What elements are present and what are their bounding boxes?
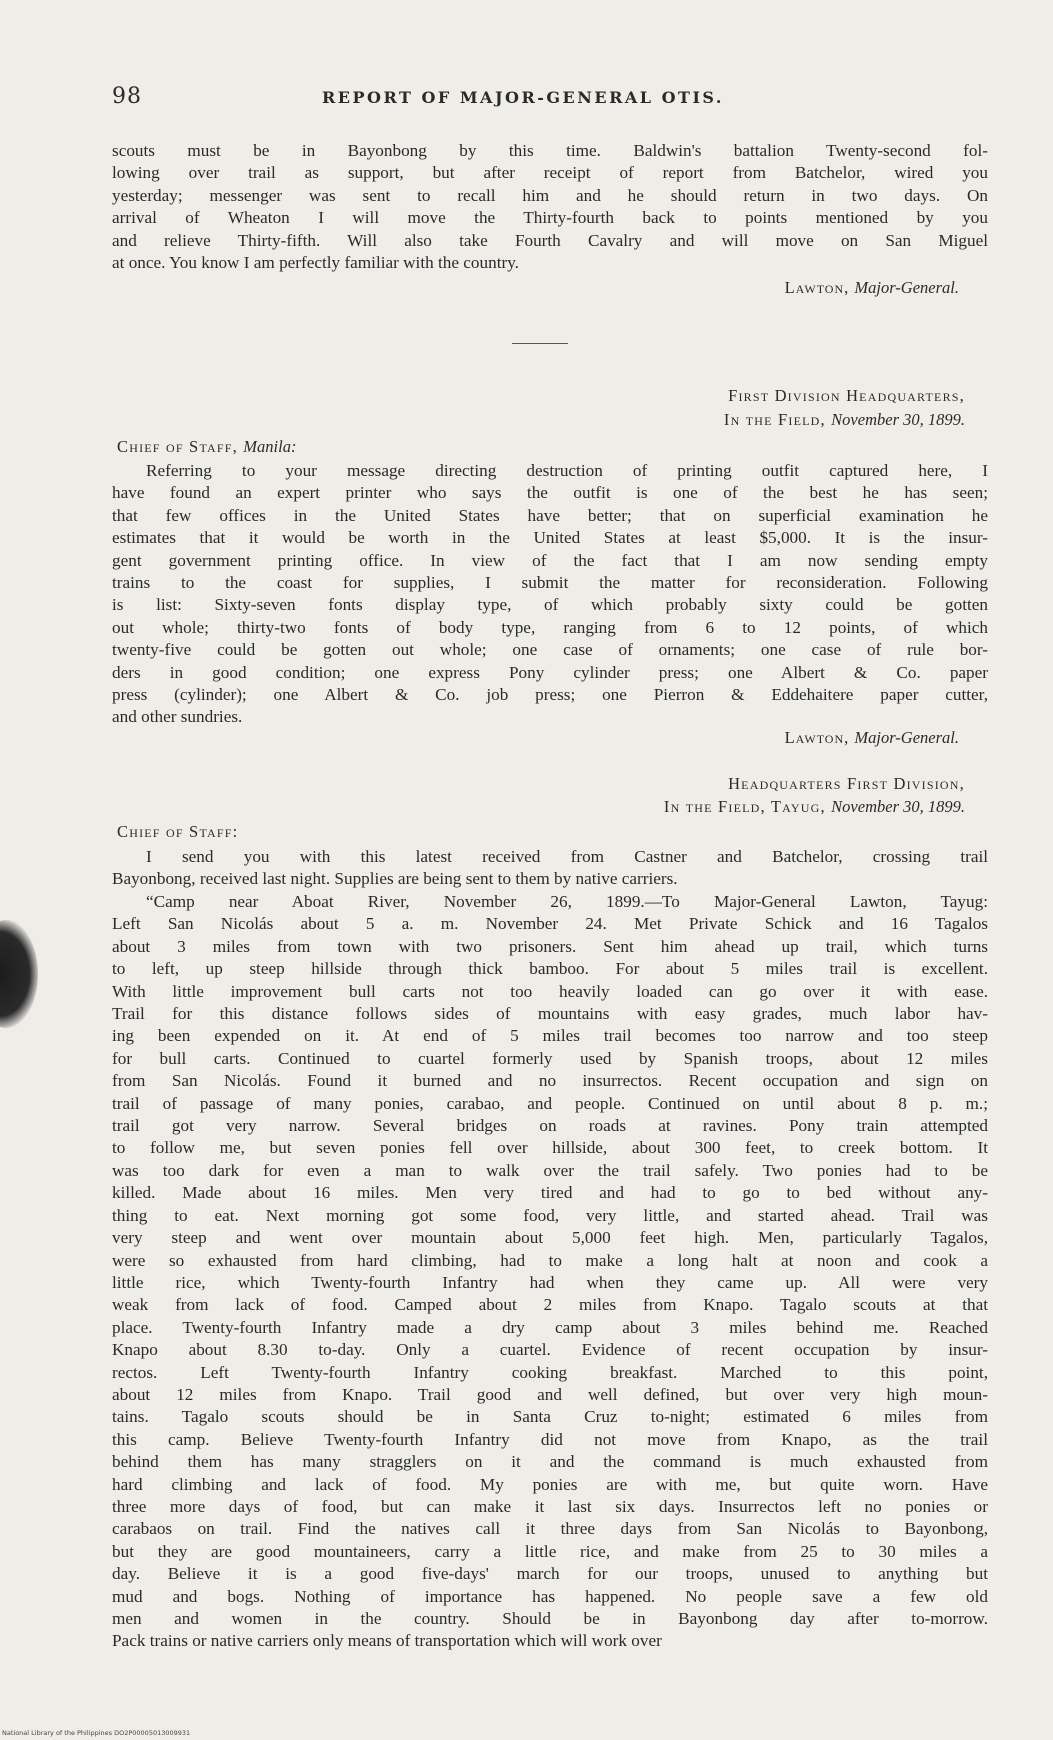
text-line: and relieve Thirty-fifth. Will also take Fourth Cavalry and will move on San Miguel [112, 230, 988, 250]
text-line: from San Nicolás. Found it burned and no insurrectos. Recent occupation and sign on [112, 1071, 988, 1091]
text-line: scouts must be in Bayonbong by this time. Baldwin's battalion Twenty-second fol- [112, 141, 988, 160]
text-line: Referring to your message directing destruction of printing outfit captured here, I [146, 461, 988, 480]
text-line: yesterday; messenger was sent to recall him and he should return in two days. On [112, 185, 988, 205]
text-line: tains. Tagalo scouts should be in Santa Cruz to-night; estimated 6 miles from [112, 1407, 988, 1427]
page-header [112, 84, 993, 114]
text-line: that few offices in the United States have better; that on superficial examination he [112, 505, 988, 525]
dateline-place: In the Field, Tayug, [663, 797, 826, 816]
text-line: With little improvement bull carts not too heavily loaded can go over it with ease. [112, 981, 988, 1001]
dateline-date: November 30, 1899. [831, 410, 965, 429]
text-line: lowing over trail as support, but after receipt of report from Batchelor, wired you [112, 163, 988, 183]
text-line: Pack trains or native carriers only means of transportation which will work over [112, 1631, 662, 1651]
text-line: this camp. Believe Twenty-fourth Infantry did not move from Knapo, as the trail [112, 1429, 988, 1449]
text-line: little rice, which Twenty-fourth Infantry had when they came up. All were very [112, 1272, 988, 1292]
text-line: day. Believe it is a good five-days' march for our troops, unused to anything but [112, 1564, 988, 1584]
text-line: but they are good mountaineers, carry a little rice, and make from 25 to 30 miles a [112, 1541, 988, 1561]
text-line: very steep and went over mountain about 5,000 feet high. Men, particularly Tagalos, [112, 1228, 988, 1248]
printing-outfit-telegram-text [112, 460, 988, 729]
text-line: about 3 miles from town with two prisoners. Sent him ahead up trail, which turns [112, 936, 988, 956]
text-line: killed. Made about 16 miles. Men very tired and had to go to bed without any- [112, 1183, 988, 1203]
text-line: to left, up steep hillside through thick bamboo. For about 5 miles trail is excellent. [112, 959, 988, 979]
dateline-date: November 30, 1899. [831, 797, 965, 816]
dateline-line1: Headquarters First Division, [728, 774, 965, 793]
text-line: place. Twenty-fourth Infantry made a dry camp about 3 miles behind me. Reached [112, 1317, 988, 1337]
section-divider [512, 343, 568, 344]
text-line: weak from lack of food. Camped about 2 miles from Knapo. Tagalo scouts at that [112, 1295, 988, 1315]
signature-name: Lawton, [784, 728, 850, 747]
text-line: I send you with this latest received from Castner and Batchelor, crossing trail [146, 847, 988, 866]
text-line: trail of passage of many ponies, carabao, and people. Continued on until about 8 p. m.; [112, 1093, 988, 1113]
text-line: behind them has many stragglers on it and the command is much exhausted from [112, 1452, 988, 1472]
text-line: arrival of Wheaton I will move the Thirty-fourth back to points mentioned by you [112, 208, 988, 228]
addressee-name: Chief of Staff: [117, 822, 239, 841]
text-line: press (cylinder); one Albert & Co. job press; one Pierron & Eddehaitere paper cutter, [112, 685, 988, 705]
text-line: estimates that it would be worth in the United States at least $5,000. It is the insur- [112, 528, 988, 548]
text-line: twenty-five could be gotten out whole; one case of ornaments; one case of rule bor- [112, 640, 988, 660]
text-line: have found an expert printer who says the outfit is one of the best he has seen; [112, 483, 988, 503]
addressee [117, 822, 238, 842]
text-line: Knapo about 8.30 to-day. Only a cuartel. Evidence of recent occupation by insur- [112, 1340, 988, 1360]
text-line: Left San Nicolás about 5 a. m. November 24. Met Private Schick and 16 Tagalos [112, 914, 988, 934]
signature-title: Major-General. [854, 278, 959, 297]
dateline-place: In the Field, [723, 410, 826, 429]
text-line: for bull carts. Continued to cuartel formerly used by Spanish troops, about 12 miles [112, 1048, 988, 1068]
text-line: were so exhausted from hard climbing, had to make a long halt at noon and cook a [112, 1250, 988, 1270]
addressee-place: Manila: [243, 437, 297, 456]
scan-thumb-shadow [0, 920, 38, 1028]
running-head: REPORT OF MAJOR-GENERAL OTIS. [322, 88, 724, 107]
signature-lawton-2 [785, 728, 959, 748]
dateline-line1: First Division Headquarters, [728, 386, 965, 405]
text-line: and other sundries. [112, 707, 243, 727]
text-line: is list: Sixty-seven fonts display type, of which probably sixty could be gotten [112, 595, 988, 615]
text-line: carabaos on trail. Find the natives call it three days from San Nicolás to Bayonbong, [112, 1519, 988, 1539]
text-line: ing been expended on it. At end of 5 miles trail becomes too narrow and too steep [112, 1026, 988, 1046]
dateline-line2 [724, 410, 965, 430]
signature-name: Lawton, [784, 278, 850, 297]
text-line: was too dark for even a man to walk over the trail safely. Two ponies had to be [112, 1160, 988, 1180]
text-line: Bayonbong, received last night. Supplies are being sent to them by native carriers. [112, 869, 678, 889]
text-line: “Camp near Aboat River, November 26, 1899.—To Major-General Lawton, Tayug: [146, 892, 988, 911]
text-line: hard climbing and lack of food. My ponies are with me, but quite worn. Have [112, 1474, 988, 1494]
text-line: thing to eat. Next morning got some food, very little, and started ahead. Trail was [112, 1205, 988, 1225]
text-line: Trail for this distance follows sides of mountains with easy grades, much labor hav- [112, 1004, 988, 1024]
page-number: 98 [112, 84, 142, 109]
text-line: ders in good condition; one express Pony cylinder press; one Albert & Co. paper [112, 662, 988, 682]
text-line: mud and bogs. Nothing of importance has happened. No people save a few old [112, 1586, 988, 1606]
text-line: at once. You know I am perfectly familiar with the country. [112, 253, 519, 273]
signature-lawton-1 [785, 278, 959, 298]
signature-title: Major-General. [854, 728, 959, 747]
text-line: out whole; thirty-two fonts of body type, ranging from 6 to 12 points, of which [112, 617, 988, 637]
text-line: gent government printing office. In view of the fact that I am now sending empty [112, 550, 988, 570]
text-line: trains to the coast for supplies, I submit the matter for reconsideration. Following [112, 573, 988, 593]
scan-source-tag: National Library of the Philippines DO2P00005013009931 [2, 1729, 191, 1737]
text-line: to follow me, but seven ponies fell over hillside, about 300 feet, to creek bottom. It [112, 1138, 988, 1158]
text-line: three more days of food, but can make it last six days. Insurrectos left no ponies or [112, 1496, 988, 1516]
text-line: men and women in the country. Should be in Bayonbong day after to-morrow. [112, 1609, 988, 1628]
continued-telegram-text [112, 140, 988, 274]
addressee [117, 437, 296, 457]
addressee-name: Chief of Staff, [117, 437, 238, 456]
castner-report-text [112, 891, 988, 1653]
tayug-telegram-intro [112, 846, 988, 891]
text-line: about 12 miles from Knapo. Trail good and well defined, but over very high moun- [112, 1384, 988, 1404]
text-line: rectos. Left Twenty-fourth Infantry cooking breakfast. Marched to this point, [112, 1362, 988, 1382]
dateline-line2 [664, 797, 965, 817]
text-line: trail got very narrow. Several bridges on roads at ravines. Pony train attempted [112, 1116, 988, 1136]
